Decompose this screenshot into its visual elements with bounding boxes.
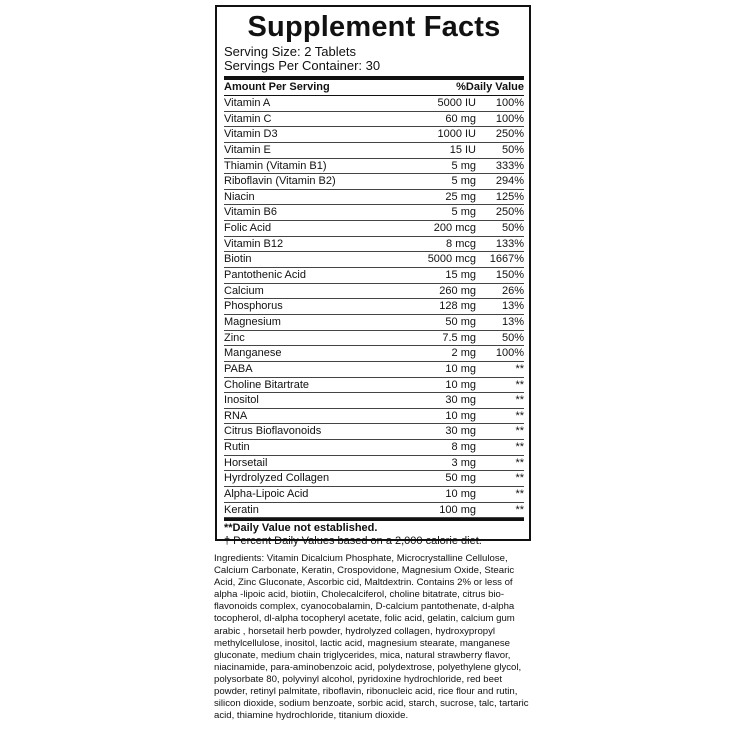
nutrient-name: Folic Acid bbox=[224, 222, 272, 235]
nutrient-amount: 5000 IU bbox=[437, 97, 476, 109]
table-row bbox=[224, 205, 524, 221]
nutrient-amount: 10 mg bbox=[445, 362, 476, 375]
nutrient-amount: 5 mg bbox=[451, 159, 476, 172]
nutrient-amount: 30 mg bbox=[445, 425, 476, 438]
nutrient-amount: 10 mg bbox=[445, 378, 476, 391]
nutrient-name: Vitamin A bbox=[224, 97, 271, 109]
table-row bbox=[224, 221, 524, 237]
nutrient-amount: 8 mcg bbox=[446, 237, 476, 250]
nutrient-name: Thiamin (Vitamin B1) bbox=[224, 159, 327, 172]
table-row bbox=[224, 409, 524, 425]
nutrient-daily-value: 250% bbox=[495, 206, 524, 219]
nutrient-daily-value: ** bbox=[515, 362, 524, 375]
nutrient-daily-value: ** bbox=[515, 394, 524, 407]
table-row bbox=[224, 127, 524, 143]
nutrient-name: RNA bbox=[224, 409, 248, 422]
nutrient-name: Vitamin B12 bbox=[224, 237, 284, 250]
nutrient-name: Vitamin B6 bbox=[224, 206, 277, 219]
nutrient-amount: 15 mg bbox=[445, 269, 476, 282]
nutrient-amount: 5 mg bbox=[451, 175, 476, 188]
nutrient-name: Hyrdrolyzed Collagen bbox=[224, 472, 330, 485]
table-row bbox=[224, 471, 524, 487]
nutrient-name: Riboflavin (Vitamin B2) bbox=[224, 175, 336, 188]
nutrient-name: PABA bbox=[224, 362, 253, 375]
nutrient-amount: 50 mg bbox=[445, 472, 476, 485]
nutrient-name: Manganese bbox=[224, 347, 282, 360]
nutrient-daily-value: 250% bbox=[495, 128, 524, 141]
nutrient-daily-value: ** bbox=[515, 503, 524, 516]
nutrient-daily-value: ** bbox=[515, 409, 524, 422]
nutrient-amount: 3 mg bbox=[451, 456, 476, 469]
nutrient-daily-value: 100% bbox=[495, 97, 524, 109]
nutrient-daily-value: 133% bbox=[495, 237, 524, 250]
nutrient-daily-value: 1667% bbox=[489, 253, 524, 266]
nutrient-name: Alpha-Lipoic Acid bbox=[224, 488, 309, 501]
nutrient-daily-value: 294% bbox=[495, 175, 524, 188]
nutrient-amount: 200 mcg bbox=[433, 222, 476, 235]
panel-title: Supplement Facts bbox=[247, 11, 501, 43]
nutrient-daily-value: 50% bbox=[501, 143, 524, 156]
nutrient-daily-value: 50% bbox=[501, 222, 524, 235]
nutrient-name: Phosphorus bbox=[224, 300, 283, 313]
nutrient-daily-value: 150% bbox=[495, 269, 524, 282]
nutrient-amount: 50 mg bbox=[445, 315, 476, 328]
nutrient-daily-value: 100% bbox=[495, 347, 524, 360]
table-row bbox=[224, 299, 524, 315]
table-row bbox=[224, 487, 524, 503]
nutrient-name: Vitamin C bbox=[224, 112, 272, 125]
table-row bbox=[224, 112, 524, 128]
nutrient-amount: 30 mg bbox=[445, 394, 476, 407]
nutrient-name: Inositol bbox=[224, 394, 259, 407]
nutrient-name: Pantothenic Acid bbox=[224, 269, 306, 282]
footnote-percent-basis: † Percent Daily Values based on a 2,000 calorie diet. bbox=[224, 535, 482, 548]
nutrient-name: Vitamin D3 bbox=[224, 128, 278, 141]
bottom-divider bbox=[224, 518, 524, 521]
table-row bbox=[224, 237, 524, 253]
serving-size: Serving Size: 2 Tablets bbox=[224, 44, 356, 59]
footnote-not-established: **Daily Value not established. bbox=[224, 522, 378, 535]
table-row bbox=[224, 174, 524, 190]
nutrient-daily-value: ** bbox=[515, 441, 524, 454]
table-row bbox=[224, 424, 524, 440]
nutrient-name: Calcium bbox=[224, 284, 264, 297]
nutrient-amount: 1000 IU bbox=[437, 128, 476, 141]
servings-per-container: Servings Per Container: 30 bbox=[224, 58, 381, 73]
nutrient-name: Horsetail bbox=[224, 456, 268, 469]
nutrient-daily-value: ** bbox=[515, 488, 524, 501]
table-row bbox=[224, 284, 524, 300]
table-row bbox=[224, 268, 524, 284]
amount-per-serving-header: Amount Per Serving bbox=[224, 81, 330, 93]
daily-value-header: %Daily Value bbox=[456, 81, 524, 93]
table-row bbox=[224, 190, 524, 206]
table-row bbox=[224, 331, 524, 347]
ingredients-text: Ingredients: Vitamin Dicalcium Phosphate, Microcrystalline Cellulose, Calcium Carbonate, Keratin, Crospovidone, Magnesium Oxide, Stearic Acid, Zinc Gluconate, Ascorbic cid, Maltdextrin. Contains 2% or less of alpha -lipoic acid, biotiin, Cholecalciferol, choline bitatrate, citrus bio-flavonoids complex, cyanocobalamin, D-calcium pantothenate, d-alpha tocopherol, dl-alpha tocopheryl acetate, folic acid, gelatin, calcium gum arabic , horsetail herb powder, hydrolyzed collagen, hydroxypropyl methylcellulose, inositol, lactic acid, magnesium stearate, manganese gluconate, medium chain triglycerides, mica, natural strawberry flavor, niacinamide, para-aminobenzoic acid, polydextrose, polyethylene glycol, polysorbate 80, polyvinyl alcohol, pyridoxine hydrochloride, red beet powder, retinyl palmitate, riboflavin, ribonucleic acid, rice flour and rutin, silicon dioxide, sodium benzoate, sorbic acid, starch, sucrose, talc, tartaric acid, thiamine hydrochloride, titanium dioxide. bbox=[214, 553, 529, 722]
nutrient-amount: 5 mg bbox=[451, 206, 476, 219]
table-row bbox=[224, 96, 524, 112]
nutrient-amount: 15 IU bbox=[449, 143, 476, 156]
nutrient-amount: 8 mg bbox=[451, 441, 476, 454]
nutrient-name: Zinc bbox=[224, 331, 245, 344]
nutrient-daily-value: 125% bbox=[495, 190, 524, 203]
nutrient-amount: 2 mg bbox=[451, 347, 476, 360]
nutrient-daily-value: 26% bbox=[501, 284, 524, 297]
nutrient-amount: 60 mg bbox=[445, 112, 476, 125]
nutrient-daily-value: 333% bbox=[495, 159, 524, 172]
nutrient-daily-value: ** bbox=[515, 472, 524, 485]
nutrient-daily-value: ** bbox=[515, 456, 524, 469]
table-header bbox=[224, 80, 524, 96]
table-row bbox=[224, 440, 524, 456]
table-row bbox=[224, 456, 524, 472]
nutrient-daily-value: ** bbox=[515, 378, 524, 391]
nutrient-name: Niacin bbox=[224, 190, 255, 203]
nutrient-name: Keratin bbox=[224, 503, 259, 516]
nutrient-amount: 5000 mcg bbox=[427, 253, 476, 266]
table-row bbox=[224, 159, 524, 175]
nutrient-name: Vitamin E bbox=[224, 143, 271, 156]
nutrient-daily-value: ** bbox=[515, 425, 524, 438]
nutrient-amount: 100 mg bbox=[439, 503, 476, 516]
nutrient-name: Magnesium bbox=[224, 315, 281, 328]
nutrient-amount: 128 mg bbox=[439, 300, 476, 313]
table-row bbox=[224, 503, 524, 519]
nutrient-amount: 10 mg bbox=[445, 409, 476, 422]
nutrient-daily-value: 100% bbox=[495, 112, 524, 125]
nutrient-daily-value: 13% bbox=[501, 300, 524, 313]
nutrient-amount: 260 mg bbox=[439, 284, 476, 297]
table-row bbox=[224, 393, 524, 409]
nutrient-amount: 25 mg bbox=[445, 190, 476, 203]
nutrient-name: Biotin bbox=[224, 253, 252, 266]
table-row bbox=[224, 362, 524, 378]
nutrient-name: Citrus Bioflavonoids bbox=[224, 425, 322, 438]
nutrient-name: Rutin bbox=[224, 441, 250, 454]
table-row bbox=[224, 346, 524, 362]
table-row bbox=[224, 143, 524, 159]
table-row bbox=[224, 315, 524, 331]
nutrient-table bbox=[224, 96, 524, 518]
table-row bbox=[224, 252, 524, 268]
supplement-facts-panel bbox=[215, 5, 531, 548]
nutrient-daily-value: 13% bbox=[501, 315, 524, 328]
nutrient-daily-value: 50% bbox=[501, 331, 524, 344]
nutrient-amount: 10 mg bbox=[445, 488, 476, 501]
nutrient-amount: 7.5 mg bbox=[442, 331, 476, 344]
nutrient-name: Choline Bitartrate bbox=[224, 378, 309, 391]
table-row bbox=[224, 378, 524, 394]
